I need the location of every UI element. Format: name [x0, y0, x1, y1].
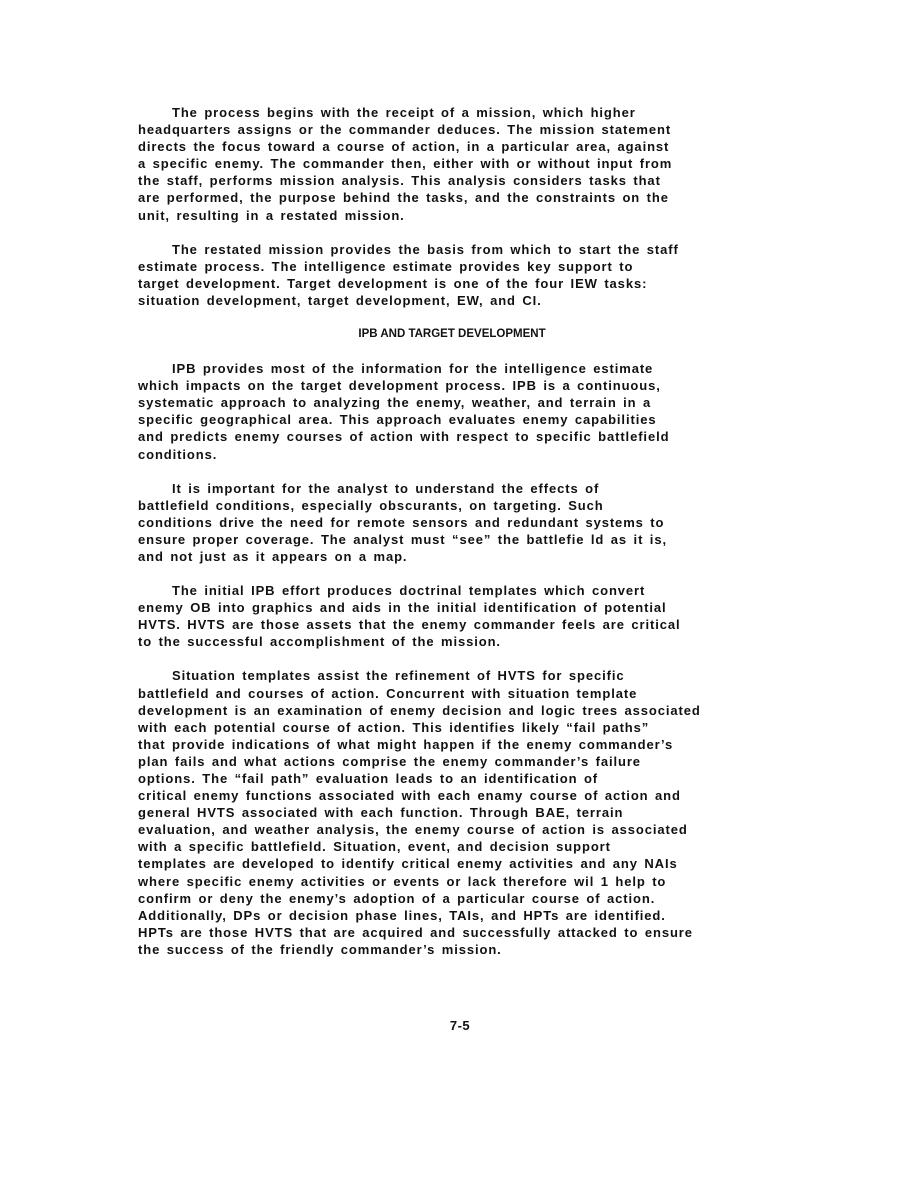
- paragraph-mission-process: [138, 104, 766, 224]
- text-line: with a specific battlefield. Situation, event, and decision support: [138, 839, 611, 855]
- text-line: plan fails and what actions comprise the enemy commander’s failure: [138, 753, 641, 769]
- text-line: target development. Target development is one of the four IEW tasks:: [138, 275, 648, 291]
- text-line: a specific enemy. The commander then, either with or without input from: [138, 156, 673, 172]
- paragraph-situation-templates: [138, 667, 766, 958]
- text-line: battlefield and courses of action. Concurrent with situation template: [138, 685, 638, 701]
- text-line: that provide indications of what might happen if the enemy commander’s: [138, 736, 674, 752]
- text-line: templates are developed to identify critical enemy activities and any NAIs: [138, 856, 678, 872]
- text-line: conditions.: [138, 446, 218, 462]
- text-line: battlefield conditions, especially obscurants, on targeting. Such: [138, 497, 604, 513]
- text-line: It is important for the analyst to understand the effects of: [172, 480, 600, 496]
- text-line: confirm or deny the enemy’s adoption of a particular course of action.: [138, 890, 656, 906]
- text-line: headquarters assigns or the commander deduces. The mission statement: [138, 122, 672, 138]
- text-line: The initial IPB effort produces doctrinal templates which convert: [172, 583, 646, 599]
- text-line: The process begins with the receipt of a mission, which higher: [172, 105, 636, 120]
- text-line: situation development, target development, EW, and CI.: [138, 292, 542, 308]
- paragraph-doctrinal-templates: [138, 582, 766, 650]
- text-line: unit, resulting in a restated mission.: [138, 207, 405, 223]
- text-line: with each potential course of action. This identifies likely “fail paths”: [138, 719, 650, 735]
- text-line: options. The “fail path” evaluation leads to an identification of: [138, 771, 599, 786]
- text-line: directs the focus toward a course of action, in a particular area, against: [138, 139, 670, 155]
- text-line: general HVTS associated with each function. Through BAE, terrain: [138, 805, 624, 821]
- text-line: which impacts on the target development process. IPB is a continuous,: [138, 378, 661, 394]
- paragraph-ipb: [138, 360, 766, 463]
- paragraph-battlefield-conditions: [138, 480, 766, 565]
- text-line: IPB provides most of the information for the intelligence estimate: [172, 361, 654, 377]
- text-line: and not just as it appears on a map.: [138, 548, 408, 564]
- text-line: estimate process. The intelligence estimate provides key support to: [138, 258, 634, 274]
- text-line: Situation templates assist the refinement of HVTS for specific: [172, 668, 625, 684]
- text-line: ensure proper coverage. The analyst must “see” the battlefie ld as it is,: [138, 531, 667, 547]
- page-number: 7-5: [449, 1018, 471, 1033]
- text-line: HVTS. HVTS are those assets that the enemy commander feels are critical: [138, 617, 681, 633]
- text-line: are performed, the purpose behind the tasks, and the constraints on the: [138, 190, 669, 206]
- text-line: and predicts enemy courses of action with respect to specific battlefield: [138, 429, 670, 445]
- text-line: The restated mission provides the basis from which to start the staff: [172, 241, 679, 257]
- text-line: conditions drive the need for remote sensors and redundant systems to: [138, 514, 665, 530]
- section-heading: IPB AND TARGET DEVELOPMENT: [358, 328, 546, 341]
- text-line: enemy OB into graphics and aids in the initial identification of potential: [138, 600, 667, 616]
- text-line: systematic approach to analyzing the enemy, weather, and terrain in a: [138, 395, 652, 411]
- text-line: HPTs are those HVTS that are acquired and successfully attacked to ensure: [138, 924, 693, 940]
- text-line: evaluation, and weather analysis, the enemy course of action is associated: [138, 822, 688, 838]
- text-line: to the successful accomplishment of the mission.: [138, 634, 501, 650]
- text-line: critical enemy functions associated with each enamy course of action and: [138, 788, 681, 804]
- document-body: [138, 104, 766, 958]
- paragraph-restated-mission: [138, 241, 766, 309]
- text-line: specific geographical area. This approach evaluates enemy capabilities: [138, 412, 657, 428]
- text-line: development is an examination of enemy decision and logic trees associated: [138, 702, 701, 718]
- text-line: Additionally, DPs or decision phase lines, TAIs, and HPTs are identified.: [138, 907, 666, 923]
- text-line: the success of the friendly commander’s mission.: [138, 941, 502, 957]
- text-line: the staff, performs mission analysis. This analysis considers tasks that: [138, 173, 661, 189]
- text-line: where specific enemy activities or events or lack therefore wil 1 help to: [138, 873, 667, 889]
